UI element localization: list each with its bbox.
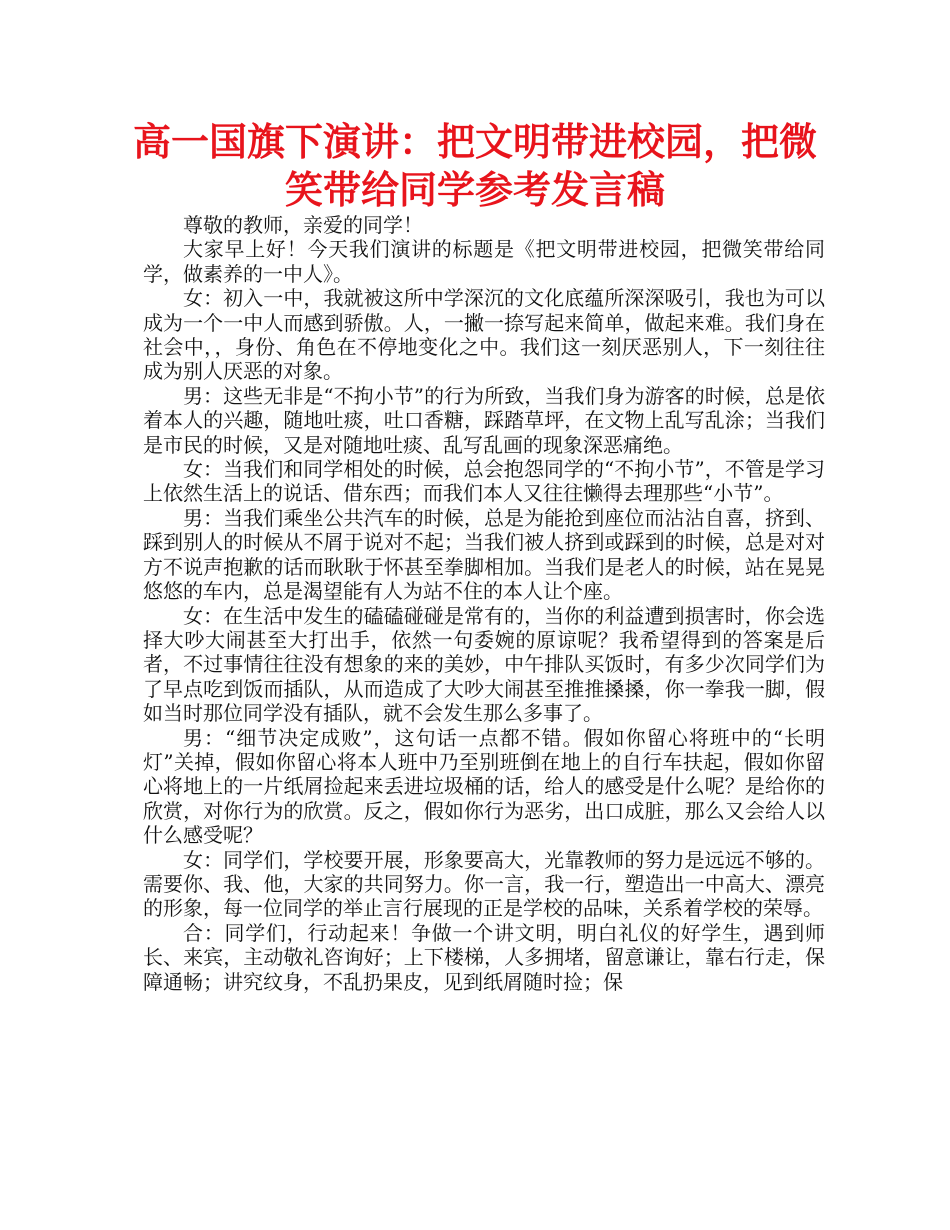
paragraph: 女：当我们和同学相处的时候，总会抱怨同学的“不拘小节”，不管是学习上依然生活上的说话、借东西；而我们本人又往往懒得去理那些“小节”。 bbox=[143, 457, 825, 506]
paragraph: 男：“细节决定成败”，这句话一点都不错。假如你留心将班中的“长明灯”关掉，假如你留心将本人班中乃至别班倒在地上的自行车扶起，假如你留心将地上的一片纸屑捡起来丢进垃圾桶的话，给人的感受是什么呢？是给你的欣赏，对你行为的欣赏。反之，假如你行为恶劣，出口成脏，那么又会给人以什么感受呢？ bbox=[143, 725, 825, 848]
paragraph-greeting: 尊敬的教师，亲爱的同学！ bbox=[183, 213, 423, 237]
paragraph: 男：这些无非是“不拘小节”的行为所致，当我们身为游客的时候，总是依着本人的兴趣，随地吐痰，吐口香糖，踩踏草坪，在文物上乱写乱涂；当我们是市民的时候，又是对随地吐痰、乱写乱画的现象深恶痛绝。 bbox=[143, 383, 825, 457]
paragraph: 合：同学们，行动起来！争做一个讲文明，明白礼仪的好学生，遇到师长、来宾，主动敬礼咨询好；上下楼梯，人多拥堵，留意谦让，靠右行走，保障通畅；讲究纹身，不乱扔果皮，见到纸屑随时捡；保 bbox=[143, 920, 825, 994]
document-body bbox=[143, 213, 825, 994]
paragraph: 女：初入一中，我就被这所中学深沉的文化底蕴所深深吸引，我也为可以成为一个一中人而感到骄傲。人，一撇一捺写起来简单，做起来难。我们身在社会中，，身份、角色在不停地变化之中。我们这一刻厌恶别人，下一刻往往成为别人厌恶的对象。 bbox=[143, 286, 825, 384]
paragraph: 男：当我们乘坐公共汽车的时候，总是为能抢到座位而沾沾自喜，挤到、踩到别人的时候从不屑于说对不起；当我们被人挤到或踩到的时候，总是对对方不说声抱歉的话而耿耿于怀甚至拳脚相加。当我们是老人的时候，站在晃晃悠悠的车内，总是渴望能有人为站不住的本人让个座。 bbox=[143, 505, 825, 604]
paragraph: 女：同学们，学校要开展，形象要高大，光靠教师的努力是远远不够的。需要你、我、他，大家的共同努力。你一言，我一行，塑造出一中高大、漂亮的形象，每一位同学的举止言行展现的正是学校的品味，关系着学校的荣辱。 bbox=[143, 847, 825, 921]
paragraph: 女：在生活中发生的磕磕碰碰是常有的，当你的利益遭到损害时，你会选择大吵大闹甚至大打出手，依然一句委婉的原谅呢？我希望得到的答案是后者，不过事情往往没有想象的来的美妙，中午排队买饭时，有多少次同学们为了早点吃到饭而插队，从而造成了大吵大闹甚至推推搡搡，你一拳我一脚，假如当时那位同学没有插队，就不会发生那么多事了。 bbox=[143, 603, 825, 726]
document-title: 高一国旗下演讲：把文明带进校园，把微笑带给同学参考发言稿 bbox=[132, 120, 817, 212]
paragraph-opening: 大家早上好！今天我们演讲的标题是《把文明带进校园，把微笑带给同学，做素养的一中人》。 bbox=[143, 237, 825, 286]
